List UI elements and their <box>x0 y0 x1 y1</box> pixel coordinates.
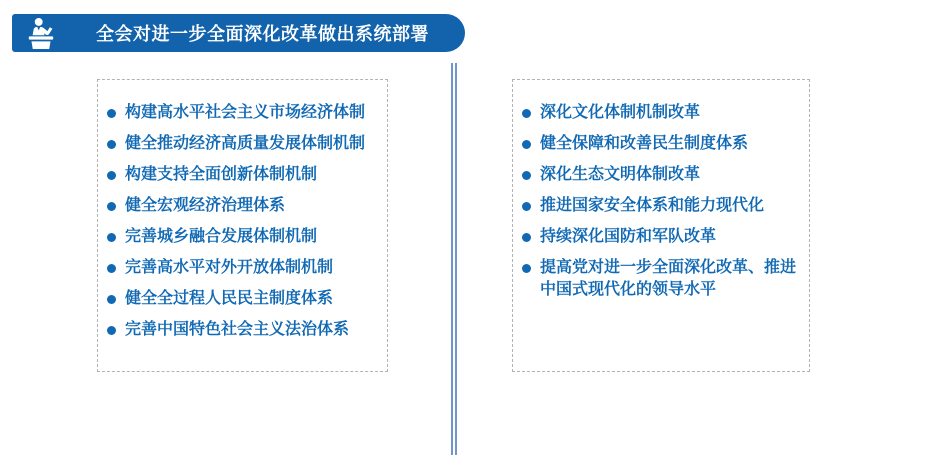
list-item <box>107 226 382 248</box>
list-item-text: 健全保障和改善民生制度体系 <box>540 135 749 152</box>
header-banner <box>12 14 465 52</box>
page-title: 全会对进一步全面深化改革做出系统部署 <box>96 24 429 44</box>
bullet-dot-icon <box>522 140 531 149</box>
bullet-dot-icon <box>522 109 531 118</box>
list-item <box>522 195 804 217</box>
list-item <box>522 102 804 124</box>
bullet-dot-icon <box>107 140 116 149</box>
vertical-divider <box>451 63 457 455</box>
list-item <box>107 288 382 310</box>
left-bullet-list <box>98 80 387 341</box>
list-item-text: 健全全过程人民民主制度体系 <box>125 290 334 307</box>
bullet-dot-icon <box>522 233 531 242</box>
list-item <box>107 102 382 124</box>
bullet-dot-icon <box>107 264 116 273</box>
bullet-dot-icon <box>107 326 116 335</box>
list-item <box>107 257 382 279</box>
list-item-text: 推进国家安全体系和能力现代化 <box>540 197 765 214</box>
list-item-text: 深化生态文明体制改革 <box>540 166 701 183</box>
list-item-text: 提高党对进一步全面深化改革、推进中国式现代化的领导水平 <box>540 259 797 298</box>
list-item-text: 健全推动经济高质量发展体制机制 <box>125 135 366 152</box>
right-bullet-list <box>513 80 809 301</box>
list-item-text: 健全宏观经济治理体系 <box>125 197 286 214</box>
list-item-text: 完善中国特色社会主义法治体系 <box>125 321 350 338</box>
podium-speaker-icon <box>12 17 70 49</box>
bullet-dot-icon <box>107 295 116 304</box>
list-item <box>522 257 804 301</box>
bullet-dot-icon <box>522 171 531 180</box>
list-item <box>107 164 382 186</box>
list-item-text: 构建高水平社会主义市场经济体制 <box>125 104 366 121</box>
list-item-text: 构建支持全面创新体制机制 <box>125 166 318 183</box>
list-item <box>107 319 382 341</box>
bullet-dot-icon <box>107 109 116 118</box>
list-item <box>107 195 382 217</box>
list-item <box>522 164 804 186</box>
bullet-dot-icon <box>107 233 116 242</box>
left-panel <box>97 79 388 372</box>
bullet-dot-icon <box>522 264 531 273</box>
list-item-text: 完善高水平对外开放体制机制 <box>125 259 334 276</box>
bullet-dot-icon <box>522 202 531 211</box>
right-panel <box>512 79 810 372</box>
list-item <box>522 226 804 248</box>
list-item <box>522 133 804 155</box>
bullet-dot-icon <box>107 202 116 211</box>
list-item-text: 完善城乡融合发展体制机制 <box>125 228 318 245</box>
list-item-text: 持续深化国防和军队改革 <box>540 228 717 245</box>
bullet-dot-icon <box>107 171 116 180</box>
list-item <box>107 133 382 155</box>
list-item-text: 深化文化体制机制改革 <box>540 104 701 121</box>
